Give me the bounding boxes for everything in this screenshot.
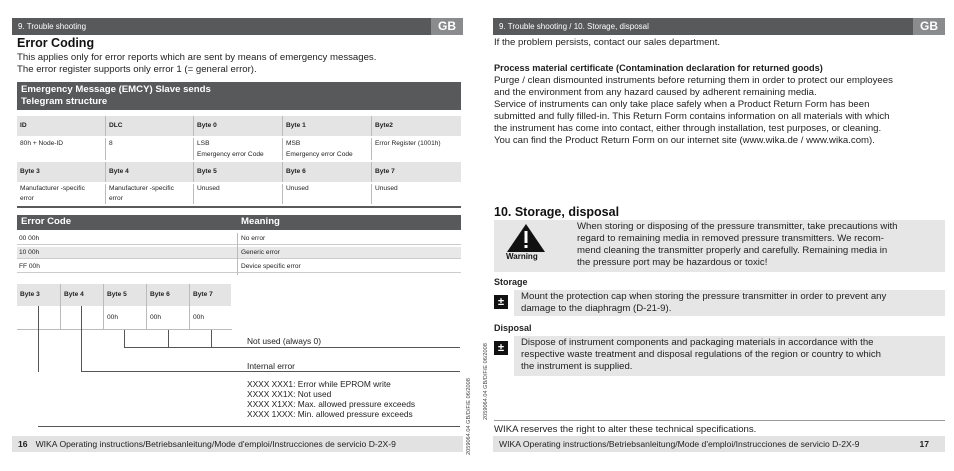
right-footer [493,436,945,452]
right-header-bar [493,18,945,35]
storage-title: 10. Storage, disposal [494,205,620,219]
error-meaning: Generic error [241,249,280,256]
error-code-row [17,247,461,259]
internal-error-note: Internal error [247,361,295,371]
bracket-line-byte6 [168,330,169,348]
xxxx-note: XXXX XXX1: Error while EPROM write [247,379,391,389]
not-used-note: Not used (always 0) [247,336,322,346]
right-page [477,0,954,471]
xxxx-line [38,426,460,427]
telegram-cell: Byte 1 [282,116,371,136]
process-line: and the environment from any hazard caused by adherent remaining media. [494,87,817,98]
error-code-row [17,233,461,245]
telegram-cell [371,149,461,160]
not-used-line [124,347,460,348]
warning-line: When storing or disposing of the pressure transmitter, take precautions with [577,221,898,232]
bracket-line-byte4 [81,306,82,372]
error-meaning: No error [241,235,266,242]
disposal-line: Dispose of instrument components and packaging materials in accordance with the [521,337,874,348]
telegram-cell: Emergency error Code [282,149,371,160]
bracket-line-byte3 [38,306,39,372]
error-coding-title: Error Coding [17,36,95,50]
bytes-value: 00h [103,306,146,330]
meaning-divider [237,233,238,275]
telegram-cell: 80h + Node-ID [20,139,64,147]
telegram-cell: Unused [371,184,461,194]
emcy-box-line-1: Emergency Message (EMCY) Slave sends [21,84,211,95]
error-meaning: Device specific error [241,263,301,270]
right-header-section: 9. Trouble shooting / 10. Storage, disposal [499,22,649,31]
left-vertical-code: 2059064.04 GB/D/F/E 06/2008 [466,378,472,455]
disposal-line: the instrument is supplied. [521,361,633,372]
left-footer [12,436,463,452]
process-line: submitted and fully filled-in. This Return Form contains information on all materials with which [494,111,890,122]
telegram-cell: Manufacturer -specific [105,184,193,194]
meaning-header: Meaning [241,216,280,227]
telegram-cell [193,194,282,204]
warning-line: the pressure port may be hazardous or toxic! [577,257,768,268]
persists-text: If the problem persists, contact our sales department. [494,37,721,48]
process-title: Process material certificate (Contamination declaration for returned goods) [494,63,823,73]
telegram-cell: LSB [193,138,282,149]
telegram-cell: 8 [105,138,193,149]
storage-info-icon: ± [494,295,508,309]
right-lang-badge: GB [913,18,945,35]
storage-line: damage to the diaphragm (D-21-9). [521,303,672,314]
bracket-line-byte5 [124,330,125,348]
right-page-number: 17 [919,439,929,449]
telegram-cell: Byte 7 [371,162,461,182]
left-lang-badge: GB [431,18,463,35]
bytes-header: Byte 5 [103,284,146,306]
telegram-cell [282,194,371,204]
xxxx-note: XXXX X1XX: Max. allowed pressure exceeds [247,399,416,409]
left-header-section: 9. Trouble shooting [18,22,87,31]
error-code: 10 00h [19,249,40,256]
error-code-header-bar [17,215,461,230]
telegram-cell: Unused [282,184,371,194]
telegram-cell: error [105,194,193,204]
process-line: Purge / clean dismounted instruments before returning them in order to protect our employees [494,75,893,86]
telegram-cell: Manufacturer -specific [20,185,85,192]
bytes-header: Byte 6 [146,284,189,306]
emcy-box-header [17,82,461,110]
intro-line-1: This applies only for error reports which are sent by means of emergency messages. [17,52,377,63]
warning-line: mend cleaning the transmitter properly and carefully. Remaining media in [577,245,888,256]
error-code: FF 00h [19,263,40,270]
telegram-cell: Emergency error Code [193,149,282,160]
right-vertical-code: 2059064.04 GB/D/F/E 06/2008 [483,343,489,420]
bytes-value: 00h [146,306,189,330]
telegram-cell: Unused [193,184,282,194]
reserve-separator [494,420,945,421]
telegram-cell: ID [20,122,27,129]
error-code-row [17,261,461,273]
error-code-header: Error Code [21,216,72,227]
left-page-number: 16 [18,439,28,449]
telegram-cell: Byte2 [371,116,461,136]
bytes-header: Byte 3 [20,291,40,298]
disposal-info-icon: ± [494,341,508,355]
warning-icon [503,222,549,268]
telegram-cell: Byte 0 [193,116,282,136]
bytes-header: Byte 4 [60,284,103,306]
bytes-header: Byte 7 [189,284,232,306]
emcy-box-line-2: Telegram structure [21,96,108,107]
telegram-cell: Error Register (1001h) [371,138,461,149]
telegram-cell: Byte 3 [20,168,40,175]
storage-subtitle: Storage [494,277,528,287]
telegram-cell [371,194,461,204]
error-code: 00 00h [19,235,40,242]
process-line: Service of instruments can only take place safely when a Product Return Form has been [494,99,870,110]
telegram-cell: Byte 6 [282,162,371,182]
disposal-line: respective waste treatment and disposal regulations of the region or country to which [521,349,881,360]
process-line: the instrument has come into contact, either through installation, test purposes, or cleaning. [494,123,882,134]
reserve-text: WIKA reserves the right to alter these technical specifications. [494,424,757,435]
telegram-cell [17,149,105,160]
xxxx-note: XXXX 1XXX: Min. allowed pressure exceeds [247,409,413,419]
warning-line: regard to remaining media in removed pressure transmitters. We recom- [577,233,884,244]
internal-error-line [81,371,460,372]
right-footer-text: WIKA Operating instructions/Betriebsanleitung/Mode d'emploi/Instrucciones de servicio D-2X-9 [499,439,860,449]
left-header-bar [12,18,463,35]
bracket-line-byte7 [211,330,212,348]
telegram-cell: Byte 5 [193,162,282,182]
intro-line-2: The error register supports only error 1 (= general error). [17,64,257,75]
telegram-cell: MSB [282,138,371,149]
telegram-cell: error [20,195,34,202]
xxxx-note: XXXX XX1X: Not used [247,389,332,399]
telegram-cell [105,149,193,160]
process-line: You can find the Product Return Form on our internet site (www.wika.de / www.wika.com). [494,135,875,146]
telegram-cell: DLC [105,116,193,136]
left-footer-text: WIKA Operating instructions/Betriebsanleitung/Mode d'emploi/Instrucciones de servicio D-2X-9 [35,439,396,449]
table-separator [17,206,461,208]
disposal-subtitle: Disposal [494,323,532,333]
storage-line: Mount the protection cap when storing the pressure transmitter in order to prevent any [521,291,887,302]
telegram-cell: Byte 4 [105,162,193,182]
bytes-value: 00h [189,306,232,330]
warning-label: Warning [506,252,538,261]
